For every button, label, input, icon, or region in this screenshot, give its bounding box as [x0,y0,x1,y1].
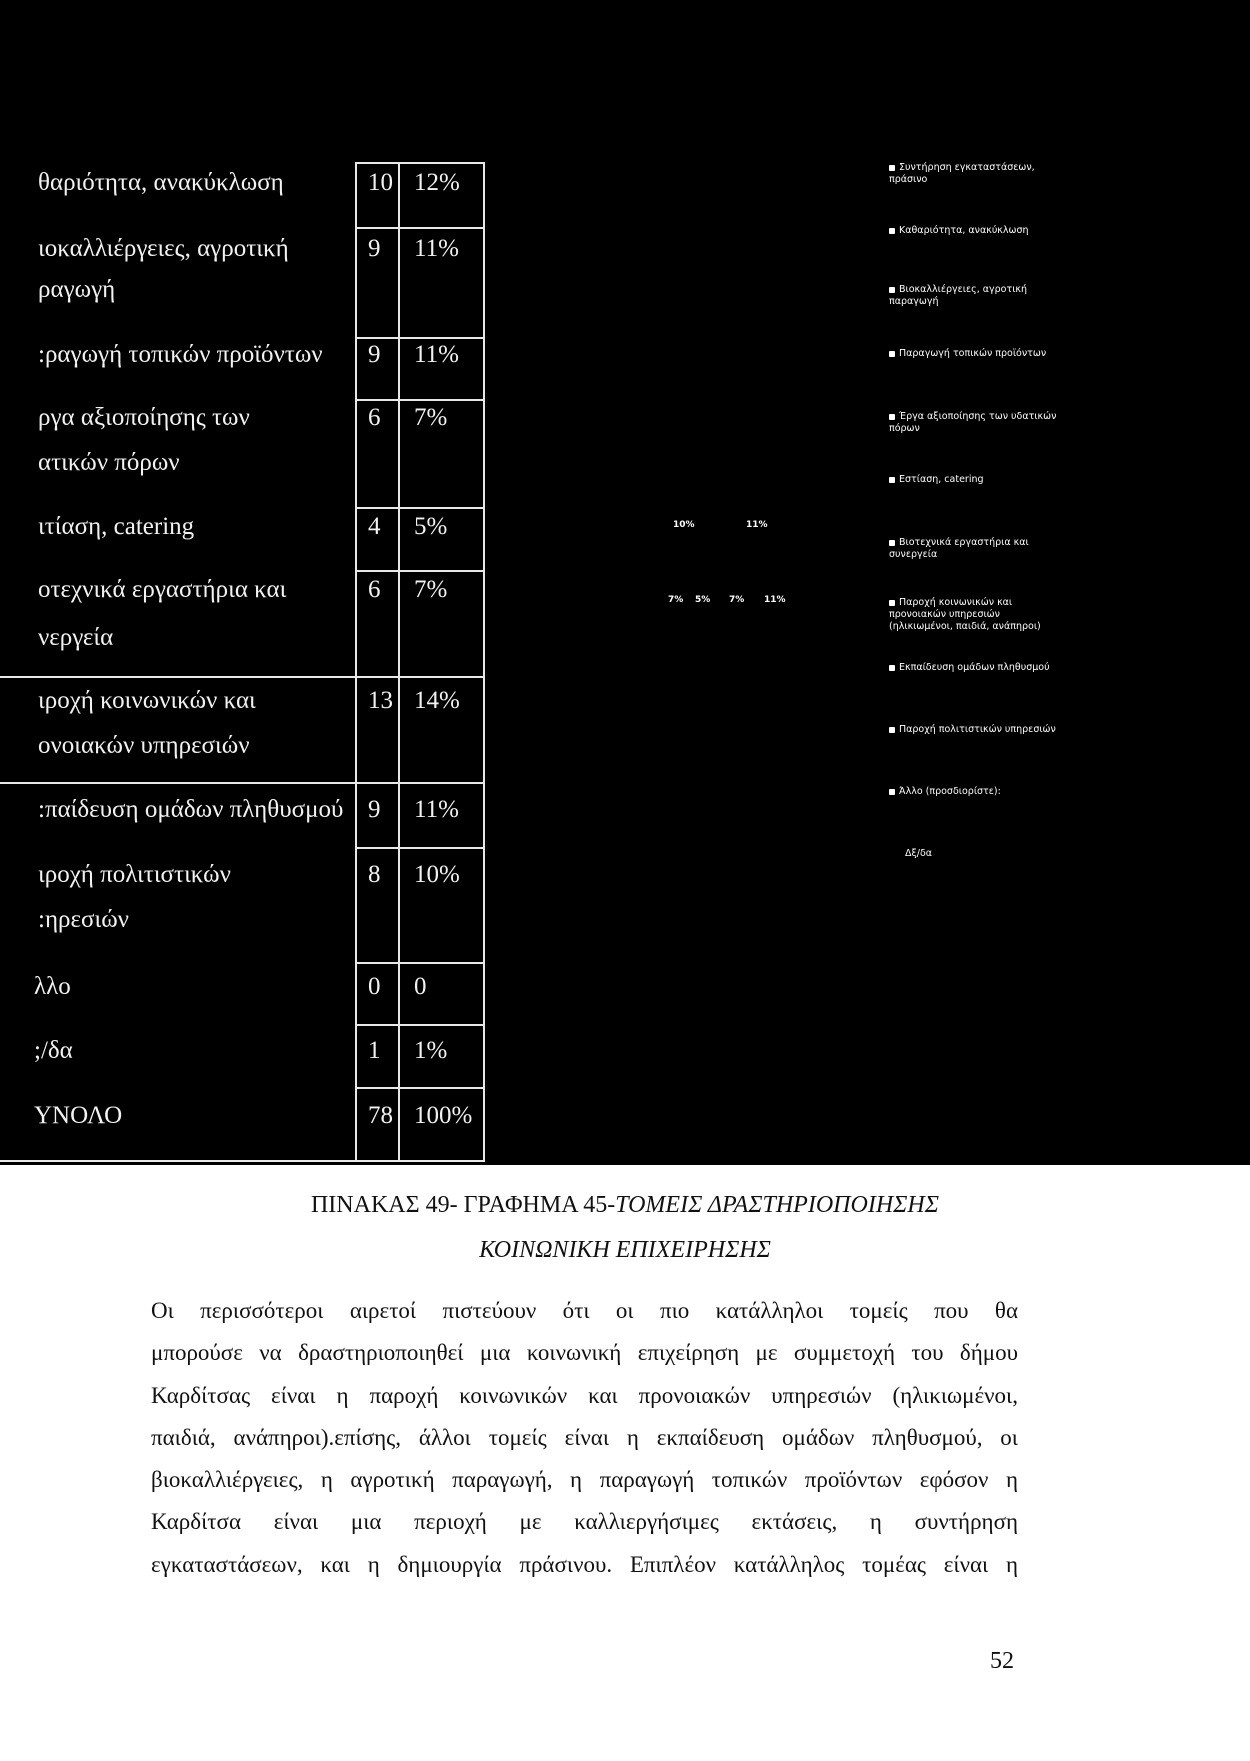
legend-marker-icon [889,600,895,606]
sectors-table [0,162,485,1162]
sector-percent: 11% [414,341,459,368]
total-count: 78 [368,1102,393,1129]
table-rule [355,570,485,572]
sector-count: 4 [368,513,381,540]
legend-item: Εστίαση, catering [889,474,1059,486]
table-rule [355,1087,485,1089]
sector-name: ιροχή πολιτιστικών [38,861,231,888]
pie-value-label: 5% [695,595,711,605]
table-rule [355,399,485,401]
table-rule [355,962,485,964]
caption-title: ΤΟΜΕΙΣ ΔΡΑΣΤΗΡΙΟΠΟΙΗΣΗΣ [615,1192,940,1218]
legend-marker-icon [889,351,895,357]
sector-name-cont: ραγωγή [38,276,116,303]
legend-marker-icon [889,789,895,795]
sector-percent: 1% [414,1037,448,1064]
sector-count: 0 [368,973,381,1000]
caption-prefix: ΠΙΝΑΚΑΣ 49- ΓΡΑΦΗΜΑ 45- [310,1192,616,1218]
sector-count: 6 [368,576,381,603]
page-number: 52 [990,1648,1014,1674]
legend-item: Παροχή πολιτιστικών υπηρεσιών [889,724,1059,736]
legend-marker-icon [889,165,895,171]
legend-item: Βιοτεχνικά εργαστήρια και συνεργεία [889,537,1029,560]
table-rule [355,847,485,849]
caption-title-cont: ΚΟΙΝΩΝΙΚΗ ΕΠΙΧΕΙΡΗΣΗΣ [479,1237,771,1263]
legend-item: Άλλο (προσδιορίστε): [889,786,1059,798]
sector-count: 8 [368,861,381,888]
legend-item: Έργα αξιοποίησης των υδατικών πόρων [889,411,1057,434]
legend-marker-icon [889,665,895,671]
table-rule [355,162,485,164]
sector-percent: 10% [414,861,460,888]
legend-marker-icon [889,477,895,483]
body-paragraph [151,1290,1018,1586]
table-rule [355,337,485,339]
sector-percent: 12% [414,169,460,196]
paragraph-line: Καρδίτσας είναι η παροχή κοινωνικών και προνοιακών υπηρεσιών (ηλικιωμένοι, [151,1382,1018,1408]
paragraph-line: Καρδίτσα είναι μια περιοχή με καλλιεργήσιμες εκτάσεις, η συντήρηση [151,1509,1018,1535]
sector-count: 6 [368,404,381,431]
total-percent: 100% [414,1102,473,1129]
legend-item: Παροχή κοινωνικών και προνοιακών υπηρεσιών (ηλικιωμένοι, παιδιά, ανάπηροι) [889,597,1041,632]
table-divider [355,162,357,1162]
sector-count: 9 [368,341,381,368]
sector-percent: 14% [414,687,460,714]
figure-caption [0,1190,1250,1220]
sector-count: 9 [368,796,381,823]
sector-percent: 11% [414,796,459,823]
total-label: ΥΝΟΛΟ [34,1102,123,1129]
legend-item: Συντήρηση εγκαταστάσεων, πράσινο [889,162,1035,185]
sector-percent: 0 [414,973,427,1000]
pie-value-label: 10% [673,520,695,530]
table-rule [355,1024,485,1026]
paragraph-line: βιοκαλλιέργειες, η αγροτική παραγωγή, η παραγωγή τοπικών προϊόντων εφόσον η [151,1467,1018,1493]
sector-name: ιοκαλλιέργειες, αγροτική [38,235,289,262]
figure-caption-line2 [0,1235,1250,1265]
sector-count: 1 [368,1037,381,1064]
table-divider [398,162,400,1162]
pie-value-label: 7% [729,595,745,605]
legend-marker-icon [889,287,895,293]
sector-percent: 7% [414,404,448,431]
paragraph-line: εγκαταστάσεων, και η δημιουργία πράσινου. Επιπλέον κατάλληλος τομέας είναι η [151,1551,1018,1577]
sector-name-cont: :ηρεσιών [38,906,129,933]
pie-value-label: 11% [746,520,768,530]
legend-marker-icon [889,727,895,733]
sector-name: :ραγωγή τοπικών προϊόντων [38,341,323,368]
legend-item: Βιοκαλλιέργειες, αγροτική παραγωγή [889,284,1028,307]
pie-value-label: 11% [764,595,786,605]
sector-name: :παίδευση ομάδων πληθυσμού [38,796,344,823]
sector-percent: 7% [414,576,448,603]
legend-marker-icon [889,414,895,420]
sector-name-cont: ατικών πόρων [38,449,180,476]
legend-item: Εκπαίδευση ομάδων πληθυσμού [889,662,1059,674]
sector-name: λλο [34,973,71,1000]
sector-percent: 11% [414,235,459,262]
pie-value-label: 7% [668,595,684,605]
table-rule [0,1160,485,1162]
legend-item: Καθαριότητα, ανακύκλωση [889,225,1059,237]
sector-name-cont: ονοιακών υπηρεσιών [38,732,250,759]
sector-count: 10 [368,169,393,196]
table-rule [355,227,485,229]
paragraph-line: παιδιά, ανάπηροι).επίσης, άλλοι τομείς είναι η εκπαίδευση ομάδων πληθυσμού, οι [151,1424,1018,1450]
sector-name: ;/δα [34,1037,73,1064]
legend-marker-icon [889,228,895,234]
sector-name: ιτίαση, catering [38,513,195,540]
legend-marker-icon [889,540,895,546]
sector-count: 9 [368,235,381,262]
table-divider [483,162,485,1162]
sector-count: 13 [368,687,393,714]
table-rule [0,676,485,678]
sector-name: ιροχή κοινωνικών και [38,687,256,714]
sector-percent: 5% [414,513,448,540]
sector-name-cont: νεργεία [38,624,114,651]
legend-item: Παραγωγή τοπικών προϊόντων [889,348,1059,360]
table-rule [0,782,485,784]
sector-name: ργα αξιοποίησης των [38,404,250,431]
table-rule [355,507,485,509]
paragraph-line: Οι περισσότεροι αιρετοί πιστεύουν ότι οι πιο κατάλληλοι τομείς που θα [151,1298,1018,1323]
legend-item: Δξ/δα [905,848,933,859]
sector-name: οτεχνικά εργαστήρια και [38,576,287,603]
paragraph-line: μπορούσε να δραστηριοποιηθεί μια κοινωνική επιχείρηση με συμμετοχή του δήμου [151,1340,1018,1366]
sector-name: θαριότητα, ανακύκλωση [38,169,284,196]
